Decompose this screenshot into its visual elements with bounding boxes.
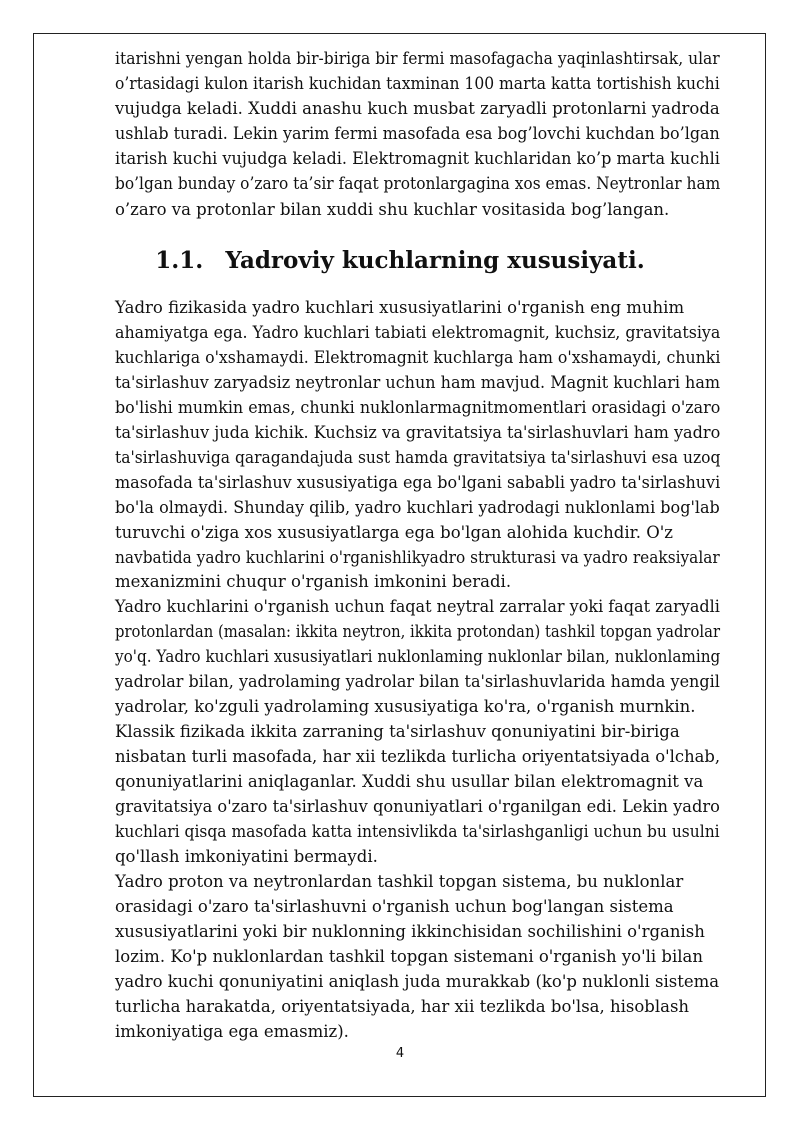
text-line: kuchlari qisqa masofada katta intensivlikda ta'sirlashganligi uchun bu usulni	[115, 822, 720, 842]
intro-paragraph	[115, 46, 720, 222]
text-line: lozim. Ko'p nuklonlardan tashkil topgan sistemani o'rganish yo'li bilan	[115, 946, 704, 966]
text-line: Yadro kuchlarini o'rganish uchun faqat neytral zarralar yoki faqat zaryadli	[115, 597, 720, 617]
text-line: turuvchi o'ziga xos xususiyatlarga ega bo'lgan alohida kuchdir. O'z	[115, 522, 673, 542]
text-line: o’rtasidagi kulon itarish kuchidan taxminan 100 marta katta tortishish kuchi	[115, 74, 720, 94]
section-title: Yadroviy kuchlarning xususiyati.	[225, 247, 645, 274]
text-line: bo'lishi mumkin emas, chunki nuklonlarmagnitmomentlari orasidagi o'zaro	[115, 397, 721, 417]
section-heading	[0, 247, 800, 274]
text-line: turlicha harakatda, oriyentatsiyada, har xii tezlikda bo'lsa, hisoblash	[115, 996, 690, 1016]
text-line: yadro kuchi qonuniyatini aniqlash juda murakkab (ko'p nuklonli sistema	[115, 971, 720, 991]
text-line: Klassik fizikada ikkita zarraning ta'sirlashuv qonuniyatini bir-biriga	[115, 722, 680, 742]
text-line: Yadro proton va neytronlardan tashkil topgan sistema, bu nuklonlar	[115, 871, 684, 891]
text-line: masofada ta'sirlashuv xususiyatiga ega bo'lgani sababli yadro ta'sirlashuvi	[115, 472, 721, 492]
text-line: yadrolar, ko'zguli yadrolaming xususiyatiga ko'ra, o'rganish murnkin.	[115, 697, 696, 717]
text-line: ahamiyatga ega. Yadro kuchlari tabiati elektromagnit, kuchsiz, gravitatsiya	[115, 322, 721, 342]
text-line: orasidagi o'zaro ta'sirlashuvni o'rganish uchun bog'langan sistema	[115, 896, 674, 916]
text-line: navbatida yadro kuchlarini o'rganishlikyadro strukturasi va yadro reaksiyalar	[115, 547, 720, 567]
text-line: itarishni yengan holda bir-biriga bir fermi masofagacha yaqinlashtirsak, ular	[115, 49, 720, 68]
text-line: Yadro fizikasida yadro kuchlari xususiyatlarini o'rganish eng muhim	[115, 298, 685, 317]
text-line: yadrolar bilan, yadrolaming yadrolar bilan ta'sirlashuvlarida hamda yengil	[115, 672, 720, 692]
text-line: xususiyatlarini yoki bir nuklonning ikkinchisidan sochilishini o'rganish	[115, 921, 705, 941]
section-number: 1.1.	[155, 247, 204, 274]
body-text	[115, 296, 720, 1045]
text-line: o’zaro va protonlar bilan xuddi shu kuchlar vositasida bog’langan.	[115, 199, 670, 219]
text-line: imkoniyatiga ega emasmiz).	[115, 1021, 349, 1041]
text-line: qonuniyatlarini aniqlaganlar. Xuddi shu usullar bilan elektromagnit va	[115, 772, 704, 792]
text-line: vujudga keladi. Xuddi anashu kuch musbat zaryadli protonlarni yadroda	[115, 99, 720, 119]
text-line: ta'sirlashuv zaryadsiz neytronlar uchun ham mavjud. Magnit kuchlari ham	[115, 372, 721, 392]
text-line: bo’lgan bunday o’zaro ta’sir faqat protonlargagina xos emas. Neytronlar ham	[115, 174, 721, 194]
text-line: ta'sirlashuviga qaragandajuda sust hamda gravitatsiya ta'sirlashuvi esa uzoq	[115, 447, 721, 467]
text-line: mexanizmini chuqur o'rganish imkonini beradi.	[115, 572, 512, 592]
text-line: yo'q. Yadro kuchlari xususiyatlari nuklonlaming nuklonlar bilan, nuklonlaming	[115, 647, 721, 667]
text-line: itarish kuchi vujudga keladi. Elektromagnit kuchlaridan ko’p marta kuchli	[115, 149, 720, 169]
text-line: gravitatsiya o'zaro ta'sirlashuv qonuniyatlari o'rganilgan edi. Lekin yadro	[115, 797, 720, 817]
text-line: kuchlariga o'xshamaydi. Elektromagnit kuchlarga ham o'xshamaydi, chunki	[115, 347, 721, 367]
text-line: qo'llash imkoniyatini bermaydi.	[115, 846, 378, 866]
text-line: ushlab turadi. Lekin yarim fermi masofada esa bog’lovchi kuchdan bo’lgan	[115, 124, 720, 144]
text-line: nisbatan turli masofada, har xii tezlikda turlicha oriyentatsiyada o'lchab,	[115, 747, 721, 767]
text-line: protonlardan (masalan: ikkita neytron, ikkita protondan) tashkil topgan yadrolar	[115, 622, 721, 642]
text-line: bo'la olmaydi. Shunday qilib, yadro kuchlari yadrodagi nuklonlami bog'lab	[115, 497, 720, 517]
page-number: 4	[395, 1046, 405, 1061]
text-line: ta'sirlashuv juda kichik. Kuchsiz va gravitatsiya ta'sirlashuvlari ham yadro	[115, 422, 721, 442]
